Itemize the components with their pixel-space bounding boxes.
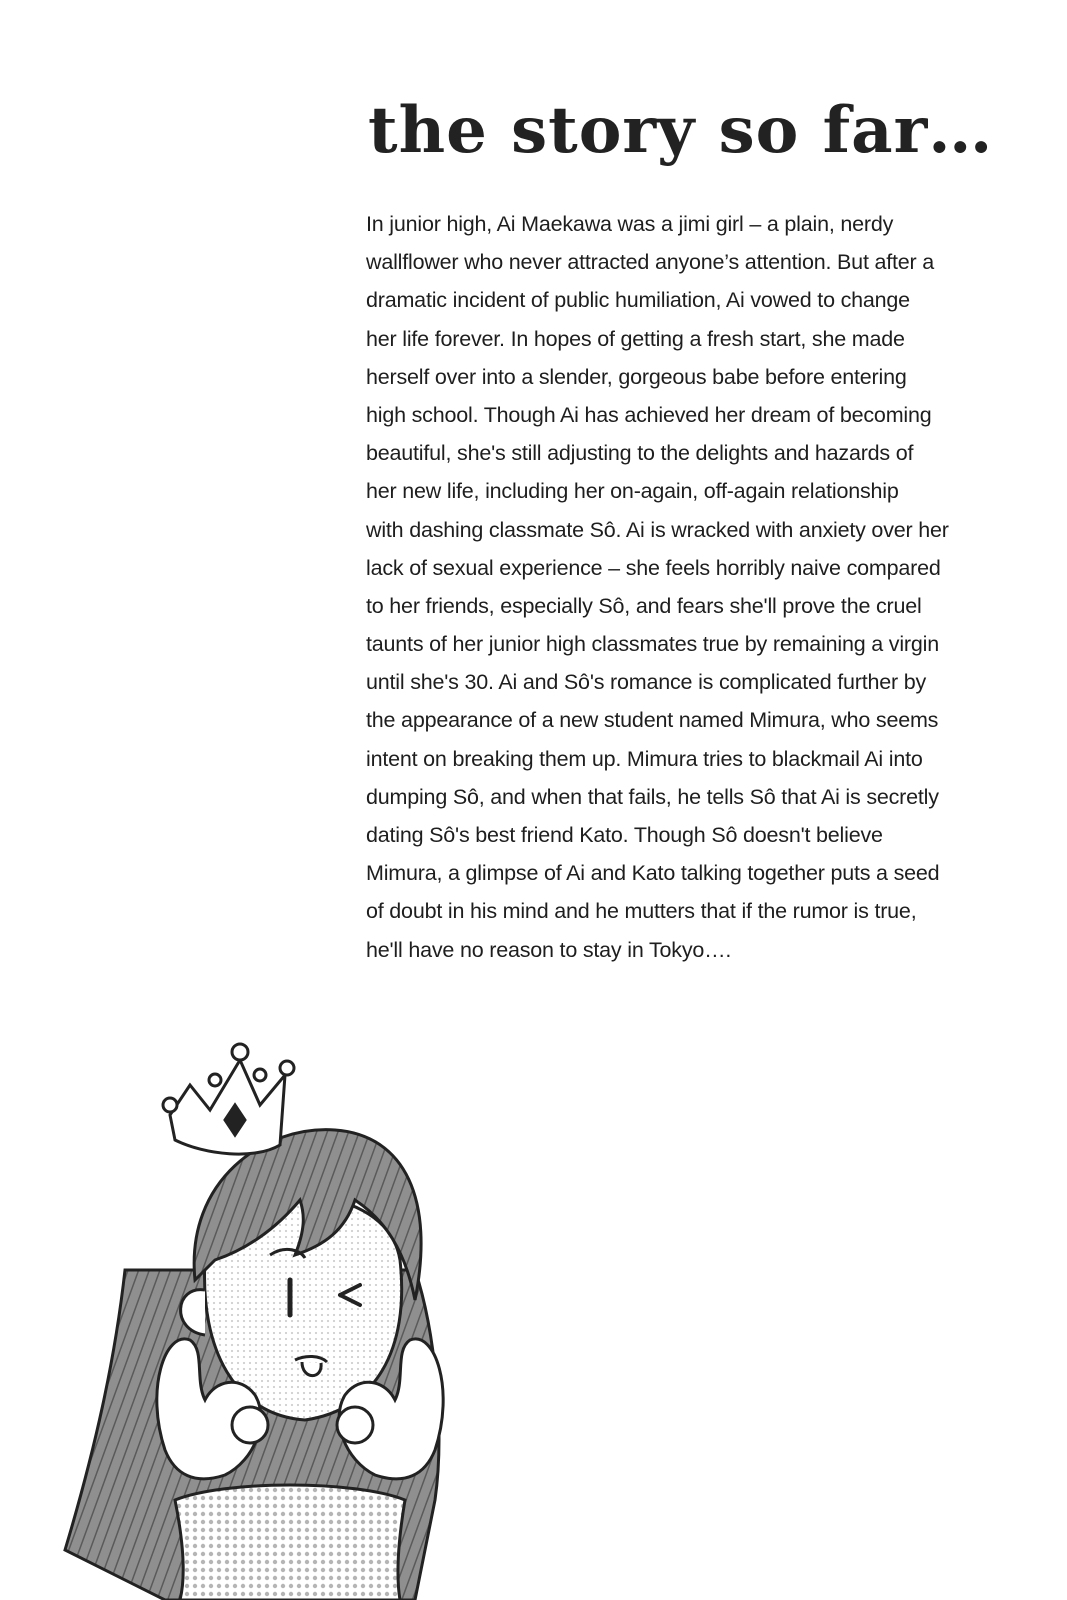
summary-line: to her friends, especially Sô, and fears she'll prove the cruel [366, 593, 922, 618]
summary-line: high school. Though Ai has achieved her dream of becoming [366, 402, 932, 427]
summary-line: herself over into a slender, gorgeous babe before entering [366, 364, 907, 389]
summary-line: In junior high, Ai Maekawa was a jimi girl – a plain, nerdy [366, 212, 894, 236]
summary-line: until she's 30. Ai and Sô's romance is complicated further by [366, 670, 927, 695]
summary-line: Mimura, a glimpse of Ai and Kato talking together puts a seed [366, 861, 940, 886]
summary-line: dating Sô's best friend Kato. Though Sô doesn't believe [366, 823, 883, 847]
summary-line: lack of sexual experience – she feels horribly naive compared [366, 555, 941, 580]
summary-line: the appearance of a new student named Mimura, who seems [366, 708, 939, 733]
story-summary [366, 205, 949, 969]
summary-line: wallflower who never attracted anyone’s attention. But after a [366, 250, 935, 275]
summary-line: taunts of her junior high classmates true by remaining a virgin [366, 632, 939, 657]
summary-line: her new life, including her on-again, off-again relationship [366, 479, 899, 504]
page-title: the story so far… [368, 93, 994, 168]
summary-line: with dashing classmate Sô. Ai is wracked with anxiety over her [366, 517, 949, 542]
summary-line: dumping Sô, and when that fails, he tells Sô that Ai is secretly [366, 784, 939, 809]
summary-line: dramatic incident of public humiliation, Ai vowed to change [366, 288, 910, 313]
tongue [302, 1362, 321, 1376]
summary-line: intent on breaking them up. Mimura tries to blackmail Ai into [366, 746, 923, 771]
ai-character-illustration [55, 1030, 515, 1600]
dress [175, 1485, 405, 1600]
crown-icon [163, 1044, 294, 1154]
summary-line: he'll have no reason to stay in Tokyo…. [366, 937, 732, 962]
summary-line: beautiful, she's still adjusting to the delights and hazards of [366, 441, 914, 466]
summary-line: of doubt in his mind and he mutters that if the rumor is true, [366, 899, 917, 924]
summary-line: her life forever. In hopes of getting a fresh start, she made [366, 326, 905, 351]
